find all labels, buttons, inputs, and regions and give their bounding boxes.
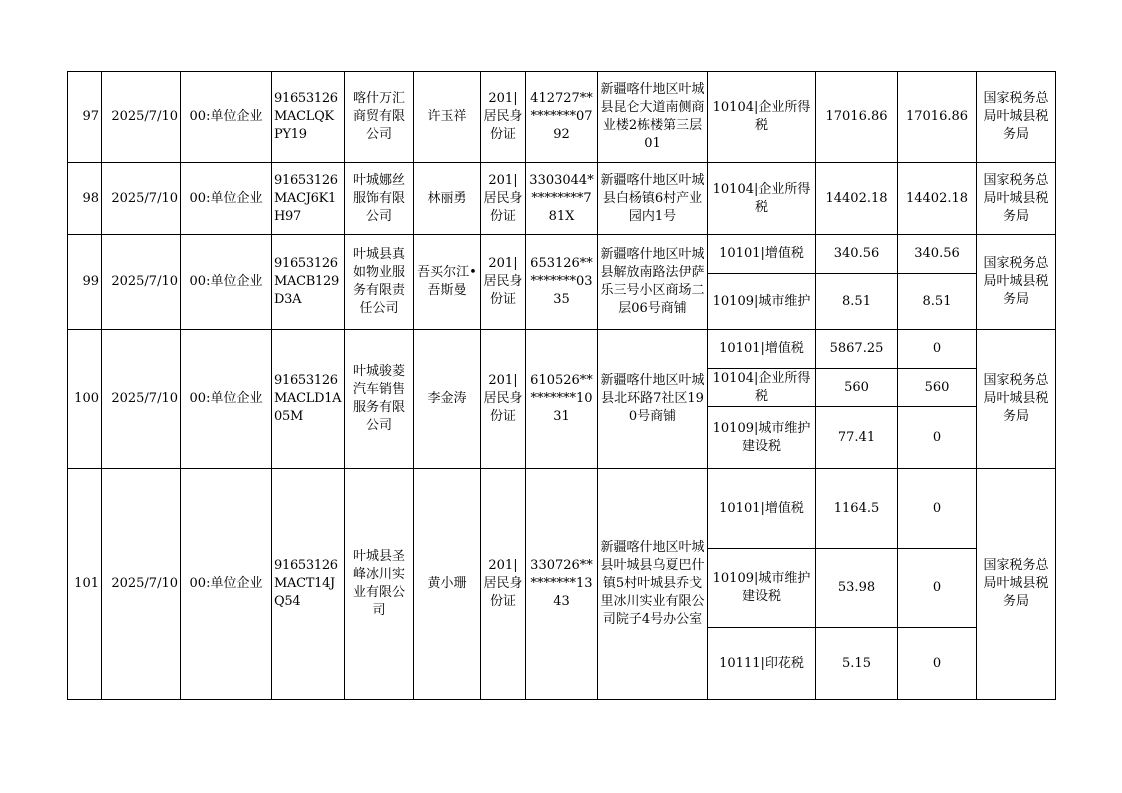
company-name-cell: 叶城骏菱汽车销售服务有限公司 bbox=[345, 330, 414, 469]
legal-rep-cell: 吾买尔江•吾斯曼 bbox=[414, 235, 481, 330]
tax-authority-cell: 国家税务总局叶城县税务局 bbox=[977, 469, 1056, 700]
legal-rep-cell: 李金涛 bbox=[414, 330, 481, 469]
id-number-cell: 412727*********0792 bbox=[526, 72, 598, 163]
tax-item-cell: 10111|印花税 bbox=[708, 628, 816, 700]
date-cell: 2025/7/10 bbox=[102, 163, 181, 235]
row-number: 100 bbox=[68, 330, 102, 469]
tax-authority-cell: 国家税务总局叶城县税务局 bbox=[977, 235, 1056, 330]
tax-arrears-table bbox=[67, 71, 1056, 700]
address-cell: 新疆喀什地区叶城县北环路7社区190号商铺 bbox=[598, 330, 708, 469]
address-cell: 新疆喀什地区叶城县白杨镇6村产业园内1号 bbox=[598, 163, 708, 235]
date-cell: 2025/7/10 bbox=[102, 330, 181, 469]
tax-amount-cell: 14402.18 bbox=[816, 163, 898, 235]
credit-code-cell: 91653126MACLD1A05M bbox=[272, 330, 345, 469]
company-name-cell: 喀什万汇商贸有限公司 bbox=[345, 72, 414, 163]
table-row bbox=[68, 469, 1056, 549]
date-cell: 2025/7/10 bbox=[102, 235, 181, 330]
tax-item-cell: 10104|企业所得税 bbox=[708, 163, 816, 235]
tax-balance-cell: 560 bbox=[898, 369, 977, 407]
id-number-cell: 610526*********1031 bbox=[526, 330, 598, 469]
tax-arrears-page bbox=[67, 71, 1056, 700]
tax-item-cell: 10104|企业所得税 bbox=[708, 72, 816, 163]
address-cell: 新疆喀什地区叶城县解放南路法伊萨乐三号小区商场二层06号商铺 bbox=[598, 235, 708, 330]
tax-balance-cell: 8.51 bbox=[898, 274, 977, 330]
tax-balance-cell: 14402.18 bbox=[898, 163, 977, 235]
id-number-cell: 653126*********0335 bbox=[526, 235, 598, 330]
taxpayer-type-cell: 00:单位企业 bbox=[181, 330, 272, 469]
tax-balance-cell: 0 bbox=[898, 628, 977, 700]
row-number: 99 bbox=[68, 235, 102, 330]
date-cell: 2025/7/10 bbox=[102, 469, 181, 700]
tax-amount-cell: 1164.5 bbox=[816, 469, 898, 549]
tax-item-cell: 10109|城市维护 bbox=[708, 274, 816, 330]
company-name-cell: 叶城娜丝服饰有限公司 bbox=[345, 163, 414, 235]
id-type-cell: 201|居民身份证 bbox=[481, 469, 526, 700]
tax-balance-cell: 0 bbox=[898, 330, 977, 369]
table-row bbox=[68, 163, 1056, 235]
legal-rep-cell: 许玉祥 bbox=[414, 72, 481, 163]
tax-authority-cell: 国家税务总局叶城县税务局 bbox=[977, 72, 1056, 163]
taxpayer-type-cell: 00:单位企业 bbox=[181, 72, 272, 163]
taxpayer-type-cell: 00:单位企业 bbox=[181, 469, 272, 700]
taxpayer-type-cell: 00:单位企业 bbox=[181, 163, 272, 235]
id-type-cell: 201|居民身份证 bbox=[481, 235, 526, 330]
company-name-cell: 叶城县真如物业服务有限责任公司 bbox=[345, 235, 414, 330]
row-number: 101 bbox=[68, 469, 102, 700]
taxpayer-type-cell: 00:单位企业 bbox=[181, 235, 272, 330]
tax-item-cell: 10109|城市维护建设税 bbox=[708, 407, 816, 469]
tax-balance-cell: 17016.86 bbox=[898, 72, 977, 163]
tax-item-cell: 10101|增值税 bbox=[708, 330, 816, 369]
address-cell: 新疆喀什地区叶城县叶城县乌夏巴什镇5村叶城县乔戈里冰川实业有限公司院子4号办公室 bbox=[598, 469, 708, 700]
address-cell: 新疆喀什地区叶城县昆仑大道南侧商业楼2栋楼第三层01 bbox=[598, 72, 708, 163]
tax-balance-cell: 340.56 bbox=[898, 235, 977, 274]
id-number-cell: 3303044*********781X bbox=[526, 163, 598, 235]
table-row bbox=[68, 235, 1056, 274]
tax-amount-cell: 560 bbox=[816, 369, 898, 407]
tax-item-cell: 10104|企业所得税 bbox=[708, 369, 816, 407]
credit-code-cell: 91653126MACLQKPY19 bbox=[272, 72, 345, 163]
tax-amount-cell: 17016.86 bbox=[816, 72, 898, 163]
tax-amount-cell: 77.41 bbox=[816, 407, 898, 469]
id-number-cell: 330726*********1343 bbox=[526, 469, 598, 700]
tax-balance-cell: 0 bbox=[898, 469, 977, 549]
row-number: 98 bbox=[68, 163, 102, 235]
tax-amount-cell: 5.15 bbox=[816, 628, 898, 700]
tax-item-cell: 10101|增值税 bbox=[708, 469, 816, 549]
table-row bbox=[68, 330, 1056, 369]
id-type-cell: 201|居民身份证 bbox=[481, 72, 526, 163]
tax-item-cell: 10109|城市维护建设税 bbox=[708, 549, 816, 628]
tax-authority-cell: 国家税务总局叶城县税务局 bbox=[977, 330, 1056, 469]
credit-code-cell: 91653126MACJ6K1H97 bbox=[272, 163, 345, 235]
id-type-cell: 201|居民身份证 bbox=[481, 163, 526, 235]
tax-balance-cell: 0 bbox=[898, 549, 977, 628]
tax-balance-cell: 0 bbox=[898, 407, 977, 469]
tax-amount-cell: 5867.25 bbox=[816, 330, 898, 369]
tax-amount-cell: 340.56 bbox=[816, 235, 898, 274]
tax-amount-cell: 8.51 bbox=[816, 274, 898, 330]
tax-amount-cell: 53.98 bbox=[816, 549, 898, 628]
credit-code-cell: 91653126MACT14JQ54 bbox=[272, 469, 345, 700]
legal-rep-cell: 黄小珊 bbox=[414, 469, 481, 700]
tax-item-cell: 10101|增值税 bbox=[708, 235, 816, 274]
id-type-cell: 201|居民身份证 bbox=[481, 330, 526, 469]
row-number: 97 bbox=[68, 72, 102, 163]
credit-code-cell: 91653126MACB129D3A bbox=[272, 235, 345, 330]
company-name-cell: 叶城县圣峰冰川实业有限公司 bbox=[345, 469, 414, 700]
table-row bbox=[68, 72, 1056, 163]
date-cell: 2025/7/10 bbox=[102, 72, 181, 163]
legal-rep-cell: 林丽勇 bbox=[414, 163, 481, 235]
tax-authority-cell: 国家税务总局叶城县税务局 bbox=[977, 163, 1056, 235]
